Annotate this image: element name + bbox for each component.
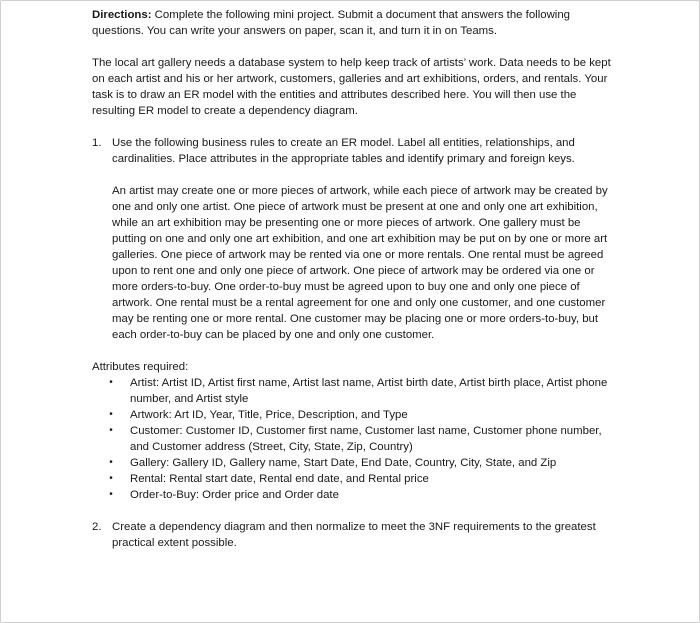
- intro-paragraph: The local art gallery needs a database system to help keep track of artists’ work. Data needs to be kept on each artist and his or her artwork, customers, galleries and art exhibitions, orders, and rentals. Your task is to draw an ER model with the entities and attributes described here. You will then use the resulting ER model to create a dependency diagram.: [92, 57, 611, 117]
- attributes-list: [92, 375, 612, 503]
- list-item: [92, 471, 612, 487]
- bullet-icon: •: [109, 489, 113, 500]
- document-body: [92, 7, 612, 551]
- list-item: [92, 375, 612, 407]
- question-1-text: Use the following business rules to create an ER model. Label all entities, relationships, and cardinalities. Place attributes in the appropriate tables and identify primary and foreign keys.: [112, 137, 575, 165]
- business-rules-paragraph: An artist may create one or more pieces of artwork, while each piece of artwork may be created by one and only one artist. One piece of artwork must be present at one and only one art exhibition, while an art exhibition may be presenting one or more pieces of artwork. One gallery must be putting on one and only one art exhibition, and one art exhibition may be put on by one or more art galleries. One piece of artwork may be rented via one or more rentals. One rental must be agreed upon to rent one and only one piece of artwork. One piece of artwork may be ordered via one or more orders-to-buy. One order-to-buy must be agreed upon to buy one and only one piece of artwork. One rental must be a rental agreement for one and only one customer, and one customer may be renting one or more rental. One customer may be placing one or more orders-to-buy, but each order-to-buy can be placed by one and only one customer.: [112, 185, 608, 341]
- question-1-body: [112, 135, 612, 343]
- directions-text: Complete the following mini project. Submit a document that answers the following questions. You can write your answers on paper, scan it, and turn it in on Teams.: [92, 9, 571, 37]
- list-item: [92, 423, 612, 455]
- bullet-icon: •: [109, 457, 113, 468]
- attributes-heading: Attributes required:: [92, 361, 189, 373]
- attribute-rental: Rental: Rental start date, Rental end date, and Rental price: [130, 473, 429, 485]
- list-item: [92, 407, 612, 423]
- question-1: [92, 135, 612, 343]
- bullet-icon: •: [109, 473, 113, 484]
- list-item: [92, 487, 612, 503]
- attribute-artwork: Artwork: Art ID, Year, Title, Price, Description, and Type: [130, 409, 408, 421]
- directions-paragraph: [92, 7, 612, 39]
- question-1-number: 1.: [92, 137, 102, 149]
- bullet-icon: •: [109, 425, 113, 436]
- attribute-order-to-buy: Order-to-Buy: Order price and Order date: [130, 489, 339, 501]
- directions-label: Directions:: [92, 9, 152, 21]
- attribute-gallery: Gallery: Gallery ID, Gallery name, Start Date, End Date, Country, City, State, and Zip: [130, 457, 557, 469]
- question-2: [92, 519, 612, 551]
- question-2-text: Create a dependency diagram and then normalize to meet the 3NF requirements to the greatest practical extent possible.: [112, 521, 596, 549]
- list-item: [92, 455, 612, 471]
- bullet-icon: •: [109, 409, 113, 420]
- question-2-number: 2.: [92, 521, 102, 533]
- attribute-artist: Artist: Artist ID, Artist first name, Artist last name, Artist birth date, Artist birth place, Artist phone number, and Artist style: [130, 377, 608, 405]
- bullet-icon: •: [109, 377, 113, 388]
- attribute-customer: Customer: Customer ID, Customer first name, Customer last name, Customer phone number, and Customer address (Street, City, State, Zip, Country): [130, 425, 602, 453]
